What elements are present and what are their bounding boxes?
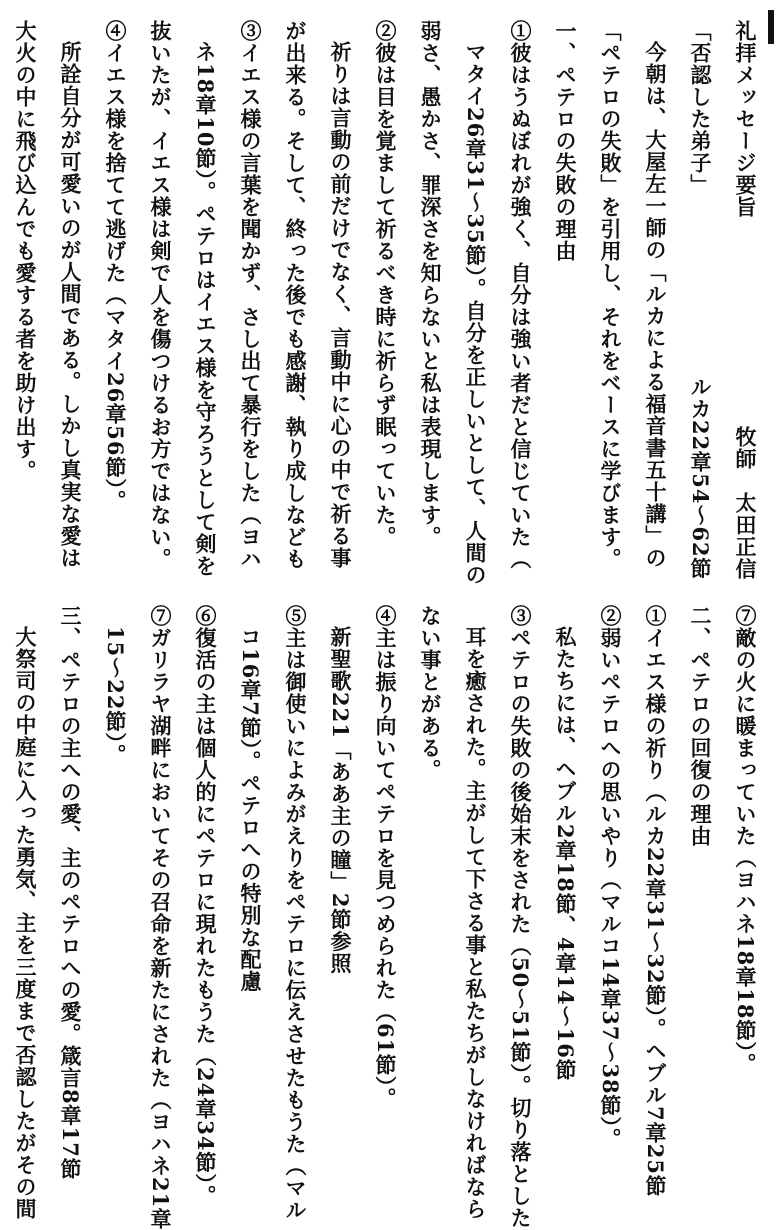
text-line: ④主は振り向いてペテロを見つめられた（61節）。 bbox=[373, 605, 398, 1110]
text-line: ない事とがある。 bbox=[418, 605, 443, 781]
header-bar-mark bbox=[768, 10, 774, 44]
text-line: 祈りは言動の前だけでなく、言動中に心の中で祈る事 bbox=[328, 41, 353, 569]
section-heading: 三、ペテロの主への愛、主のペテロへの愛。箴言8章17節 bbox=[58, 605, 83, 1180]
sermon-title: 「否認した弟子」 bbox=[688, 20, 713, 196]
text-line bbox=[0, 605, 3, 1135]
text-line: ⑦ガリラヤ湖畔においてその召命を新たにされた（ヨハネ21章 bbox=[148, 605, 173, 1230]
text-line: ①イエス様の祈り（ルカ22章31〜32節）。ヘブル7章25節 bbox=[643, 605, 668, 1198]
text-line: ネ18章10節）。ペテロはイエス様を守ろうとして剣を bbox=[193, 41, 218, 577]
text-line: ⑥復活の主は個人的にペテロに現れたもうた（24章34節）。 bbox=[193, 605, 218, 1207]
bottom-text-block bbox=[0, 605, 768, 1230]
top-text-block bbox=[0, 20, 768, 587]
section-heading: 二、ペテロの回復の理由 bbox=[688, 605, 713, 847]
page-title: 礼拝メッセージ要旨 bbox=[733, 20, 758, 218]
text-line: 15〜22節）。 bbox=[103, 626, 128, 766]
scripture-reference: ルカ22章54〜62節 bbox=[688, 376, 713, 580]
text-line: 今朝は、大屋左一師の「ルカによる福音書五十講」の bbox=[643, 41, 668, 569]
section-heading: 一、ペテロの失敗の理由 bbox=[553, 20, 578, 262]
text-line: 大祭司の中庭に入った勇気、主を三度まで否認したがその間 bbox=[13, 626, 38, 1220]
text-line: 耳を癒された。主がして下さる事と私たちがしなければなら bbox=[463, 626, 488, 1220]
text-line: ⑤主は御使いによみがえりをペテロに伝えさせたもうた（マル bbox=[283, 605, 308, 1221]
text-line: 新聖歌221「ああ主の瞳」2節参照 bbox=[328, 626, 353, 975]
text-line: 抜いたが、イエス様は剣で人を傷つけるお方ではない。 bbox=[148, 20, 173, 570]
text-line: ③イエス様の言葉を聞かず、さし出て暴行をした（ヨハ bbox=[238, 20, 263, 570]
text-line: が出来る。そして、終った後でも感謝、執り成しなども bbox=[283, 20, 308, 570]
header-line-sermon bbox=[678, 20, 723, 580]
text-line: ⑦敵の火に暖まっていた（ヨハネ18章18節）。 bbox=[733, 605, 758, 1075]
text-line: コ16章7節）。ペテロへの特別な配慮 bbox=[238, 626, 263, 993]
text-line: ③ペテロの失敗の後始末をされた（50〜51節）。切り落とした bbox=[508, 605, 533, 1229]
text-line: ②弱いペテロへの思いやり（マルコ14章37〜38節）。 bbox=[598, 605, 623, 1151]
text-line: ①彼はうぬぼれが強く、自分は強い者だと信じていた（ bbox=[508, 20, 533, 570]
text-line: ②彼は目を覚まして祈るべき時に祈らず眠っていた。 bbox=[373, 20, 398, 548]
text-line: 所詮自分が可愛いのが人間である。しかし真実な愛は bbox=[58, 41, 83, 569]
header-line-title bbox=[723, 20, 768, 580]
text-line: マタイ26章31〜35節）。自分を正しいとして、人間の bbox=[463, 41, 488, 587]
text-line: 大火の中に飛び込んでも愛する者を助け出す。 bbox=[13, 20, 38, 482]
text-line bbox=[0, 20, 3, 580]
text-line: 「ペテロの失敗」を引用し、それをベースに学びます。 bbox=[598, 20, 623, 570]
text-line: ④イエス様を捨てて逃げた（マタイ26章56節）。 bbox=[103, 20, 128, 512]
pastor-name: 牧師 太田正信 bbox=[733, 426, 758, 580]
text-line: 私たちには、ヘブル2章18節、4章14〜16節 bbox=[553, 626, 578, 1081]
text-line: 弱さ、愚かさ、罪深さを知らないと私は表現します。 bbox=[418, 20, 443, 548]
